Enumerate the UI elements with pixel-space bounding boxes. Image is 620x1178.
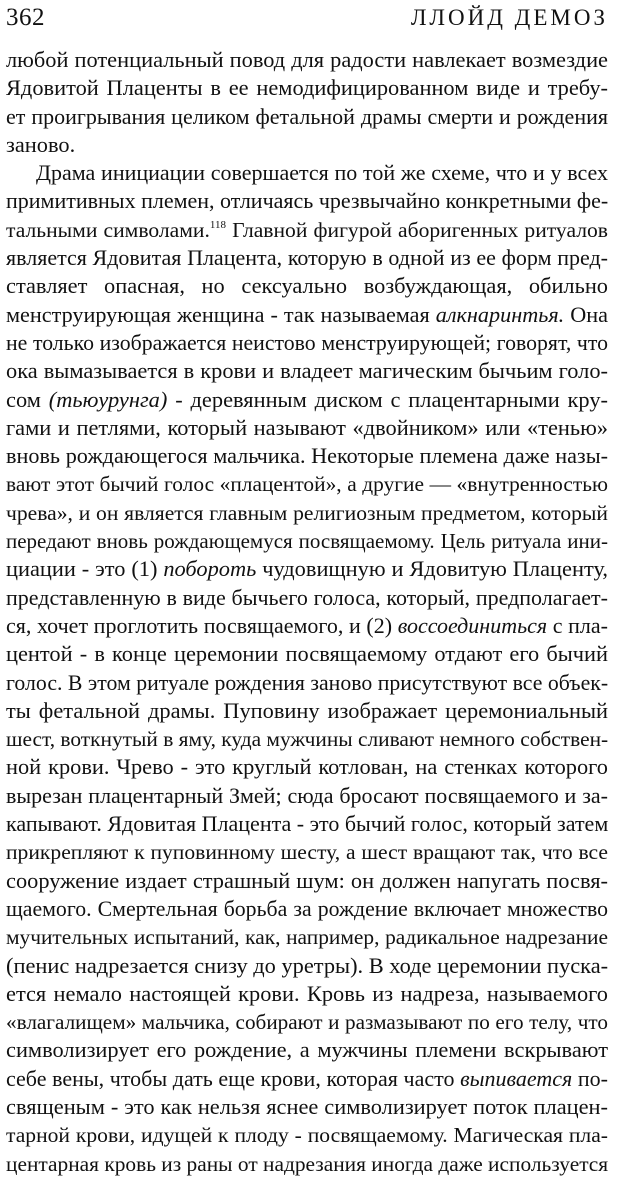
- text-line: прикрепляют к пуповинному шесту, а шест вращают так, что все: [6, 840, 608, 865]
- italic-term: воссоединиться: [397, 612, 548, 638]
- text-line: вают этот бычий голос «плацентой», а другие — «внутренностью: [6, 472, 608, 497]
- text-line: [6, 1065, 608, 1093]
- text-span: Главной фигурой аборигенных ритуалов: [225, 217, 608, 242]
- italic-term: (тьюурунга): [48, 386, 168, 412]
- text-line: ставляет опасная, но сексуально возбуждающая, обильно: [6, 273, 608, 299]
- text-line: не только изображается неистово менструирующей; говорят, что: [6, 330, 608, 355]
- text-line: [6, 555, 608, 583]
- page-header: [6, 4, 608, 46]
- text-span: Она: [564, 301, 608, 327]
- text-span: ся, хочет проглотить посвящаемого, и (2): [6, 612, 398, 638]
- text-line: Драма инициации совершается по той же схеме, что и у всех: [36, 160, 608, 186]
- text-line: Ядовитой Плаценты в ее немодифицированном виде и требу-: [6, 75, 608, 101]
- text-line: вырезан плацентарный Змей; сюда бросают посвящаемого и за-: [6, 782, 608, 808]
- text-span: циации - это (1): [6, 556, 164, 582]
- text-span: чудовищную и Ядовитую Плаценту,: [256, 556, 608, 582]
- text-span: менструирующая женщина - так называемая: [6, 301, 436, 327]
- text-line: символизирует его рождение, а мужчины племени вскрывают: [6, 1037, 608, 1063]
- text-line: сооружение издает страшный шум: он должен напугать посвя-: [6, 867, 608, 893]
- text-line: [6, 301, 608, 329]
- text-line: примитивных племен, отличаясь чрезвычайно конкретными фе-: [6, 188, 608, 214]
- text-line: щаемого. Смертельная борьба за рождение включает множество: [6, 896, 608, 921]
- text-line: капывают. Ядовитая Плацента - это бычий голос, который затем: [6, 811, 608, 837]
- text-span: себе вены, чтобы дать еще крови, которая часто: [6, 1065, 461, 1091]
- footnote-ref: 118: [209, 218, 226, 231]
- text-line: шест, воткнутый в яму, куда мужчины сливают немного собствен-: [6, 727, 608, 752]
- text-line: центой - в конце церемонии посвящаемому отдают его бычий: [6, 641, 608, 667]
- text-line: заново.: [6, 131, 76, 157]
- text-line: «влагалищем» мальчика, собирают и размазывают по его телу, что: [6, 1010, 608, 1035]
- text-span: с пла-: [547, 612, 608, 638]
- text-line: [6, 386, 608, 414]
- text-line: вновь рождающегося мальчика. Некоторые племена даже назы-: [6, 443, 608, 469]
- text-line: ты фетальной драмы. Пуповину изображает церемониальный: [6, 697, 608, 723]
- text-line: передают вновь рождающемуся посвящаемому. Цель ритуала ини-: [6, 529, 608, 554]
- italic-term: алкнаринтья.: [435, 301, 565, 327]
- text-line: ока вымазывается в крови и владеет магическим бычьим голо-: [6, 358, 608, 384]
- text-line: [6, 612, 608, 640]
- text-line: тарной крови, идущей к плоду - посвящаемому. Магическая пла-: [6, 1123, 608, 1148]
- text-span: тальными символами.: [6, 217, 210, 242]
- text-line: ной крови. Чрево - это круглый котлован, на стенках которого: [6, 754, 608, 780]
- page-number: 362: [6, 4, 45, 31]
- text-line: центарная кровь из раны от надрезания иногда даже используется: [6, 1151, 608, 1176]
- italic-term: побороть: [163, 556, 257, 582]
- text-span: - деревянным диском с плацентарными кру-: [167, 386, 608, 412]
- text-line: является Ядовитая Плацента, которую в одной из ее форм пред-: [6, 245, 608, 271]
- italic-term: выпивается: [460, 1065, 573, 1091]
- text-line: священым - это как нельзя яснее символизирует поток плацен-: [6, 1093, 608, 1119]
- text-line: мучительных испытаний, как, например, радикальное надрезание: [6, 925, 608, 950]
- running-head: ЛЛОЙД ДЕМОЗ: [410, 5, 608, 30]
- page-body: [6, 46, 608, 1178]
- text-line: представленную в виде бычьего голоса, который, предполагает-: [6, 584, 608, 610]
- text-line: чрева», и он является главным религиозным предметом, который: [6, 500, 608, 525]
- text-span: по-: [572, 1065, 608, 1091]
- text-span: сом: [6, 386, 49, 412]
- text-line: гами и петлями, который называют «двойником» или «тенью»: [6, 414, 608, 440]
- text-line: любой потенциальный повод для радости навлекает возмездие: [6, 47, 608, 72]
- text-line: (пенис надрезается снизу до уретры). В ходе церемонии пуска-: [6, 952, 608, 978]
- text-line: голос. В этом ритуале рождения заново присутствуют все объек-: [6, 670, 608, 695]
- text-line: [6, 216, 608, 244]
- text-line: ет проигрывания целиком фетальной драмы смерти и рождения: [6, 103, 608, 129]
- text-line: ется немало настоящей крови. Кровь из надреза, называемого: [6, 980, 608, 1006]
